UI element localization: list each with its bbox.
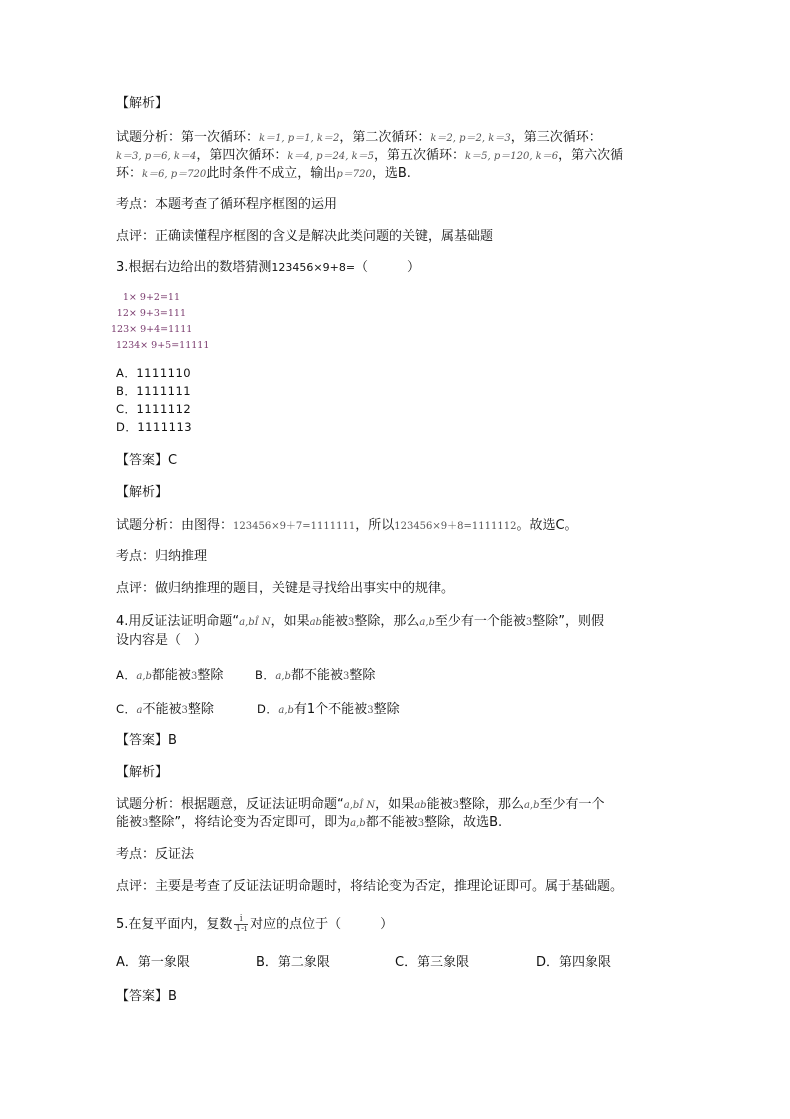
answer-line: 【答案】C <box>116 453 178 468</box>
analysis-line: k＝3, p＝6, k＝4，第四次循环：k＝4, p＝24, k＝5，第五次循环：k＝5, p＝120, k＝6，第六次循 <box>116 148 624 163</box>
kaodian-line: 考点：归纳推理 <box>116 549 208 564</box>
option-d: D．第四象限 <box>536 955 612 970</box>
fraction: $\frac{i}{1-i}$ <box>235 914 248 934</box>
dianping-line: 点评：做归纳推理的题目，关键是寻找给出事实中的规律。 <box>116 581 455 596</box>
dianping-line: 点评：正确读懂程序框图的含义是解决此类问题的关键，属基础题 <box>116 229 494 244</box>
option-b: B．1111111 <box>116 384 192 398</box>
option-a: A．第一象限 <box>116 955 190 970</box>
question-4-stem: 4.用反证法证明命题“a,bÎ N，如果ab能被3整除，那么a,b至少有一个能被3整除”，则假 <box>116 614 605 629</box>
section-heading: 【解析】 <box>116 485 169 500</box>
analysis-line: 能被3整除”，将结论变为否定即可，即为a,b都不能被3整除，故选B. <box>116 815 503 830</box>
kaodian-line: 考点：反证法 <box>116 847 195 862</box>
pyramid-row: 1× 9+2=11 <box>122 292 180 303</box>
analysis-line: 试题分析：由图得：123456×9＋7=1111111，所以123456×9＋8=1111112。故选C。 <box>116 518 578 533</box>
analysis-line: 试题分析：第一次循环：k＝1, p＝1, k＝2，第二次循环：k＝2, p＝2, k＝3，第三次循环： <box>116 130 602 145</box>
question-4-stem: 设内容是（ ） <box>116 633 208 648</box>
pyramid-row: 1234× 9+5=11111 <box>116 340 210 351</box>
option-b: B．a,b都不能被3整除 <box>255 668 376 683</box>
option-c: C．1111112 <box>116 402 192 416</box>
option-c: C．a不能被3整除 <box>116 702 214 717</box>
kaodian-line: 考点：本题考查了循环程序框图的运用 <box>116 197 338 212</box>
pyramid-row: 12× 9+3=111 <box>116 308 186 319</box>
analysis-line: 环：k＝6, p＝720此时条件不成立，输出p＝720，选B. <box>116 166 411 181</box>
section-heading: 【解析】 <box>116 96 169 111</box>
option-a: A．a,b都能被3整除 <box>116 668 224 683</box>
answer-line: 【答案】B <box>116 733 177 748</box>
option-d: D．a,b有1个不能被3整除 <box>257 702 400 717</box>
question-5-stem: 5.在复平面内，复数 $\frac{i}{1-i}$ 对应的点位于（ ） <box>116 914 394 934</box>
question-3-stem: 3.根据右边给出的数塔猜测123456×9+8=（ ） <box>116 260 421 275</box>
pyramid-row: 123× 9+4=1111 <box>111 324 193 335</box>
analysis-line: 试题分析：根据题意，反证法证明命题“a,bÎ N，如果ab能被3整除，那么a,b至少有一个 <box>116 797 605 812</box>
option-a: A．1111110 <box>116 366 192 380</box>
option-c: C．第三象限 <box>395 955 470 970</box>
section-heading: 【解析】 <box>116 765 169 780</box>
dianping-line: 点评：主要是考查了反证法证明命题时，将结论变为否定，推理论证即可。属于基础题。 <box>116 879 624 894</box>
answer-line: 【答案】B <box>116 989 177 1004</box>
option-b: B．第二象限 <box>256 955 330 970</box>
option-d: D．1111113 <box>116 420 193 434</box>
